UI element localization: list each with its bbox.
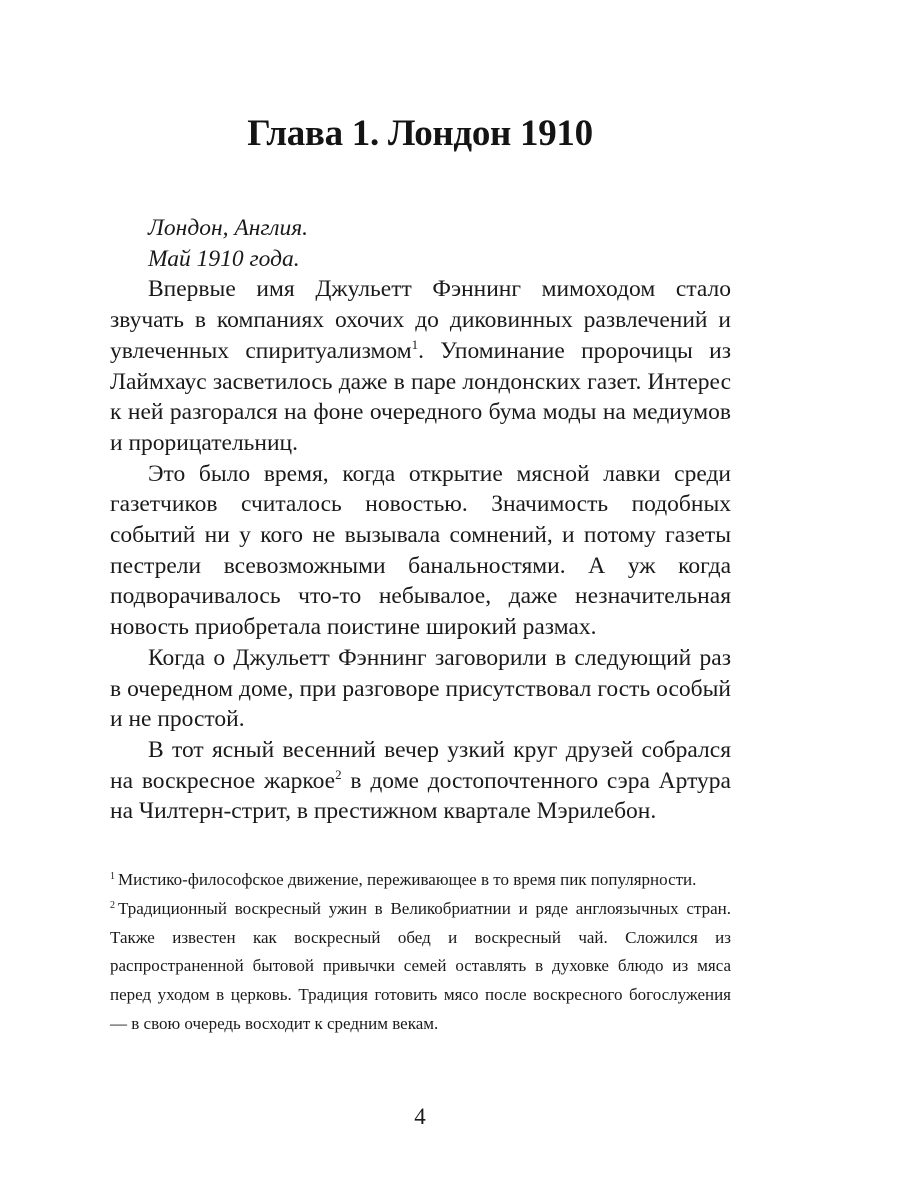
footnote-2 [110, 895, 731, 1039]
footnote-2-text: Традиционный воскресный ужин в Великобриатнии и ряде англоязычных стран. Также известен как воскресный обед и воскресный чай. Сложился из распространенной бытовой привычки семей оставлять в духовке блюдо из мяса перед уходом в церковь. Традиция готовить мясо после воскресного богослужения — в свою очередь восходит к средним векам. [110, 898, 731, 1033]
footnote-2-mark: 2 [110, 899, 115, 911]
footnote-1 [110, 866, 731, 895]
paragraph-2: Это было время, когда открытие мясной лавки среди газетчиков считалось новостью. Значимость подобных событий ни у кого не вызывала сомнений, и потому газеты пестрели всевозможными банальностями. А уж когда подворачивалось что-то небывалое, даже незначительная новость приобретала поистине широкий размах. [110, 460, 731, 641]
paragraph-4-part-a: В тот ясный весенний вечер узкий круг друзей собрался на воскресное жаркое [110, 736, 731, 794]
paragraph-4 [110, 735, 731, 827]
footnote-1-text: Мистико-философское движение, переживающее в то время пик популярности. [118, 870, 697, 889]
date-line: Май 1910 года. [148, 245, 300, 272]
footnote-ref-1: 1 [411, 336, 419, 352]
paragraph-3: Когда о Джульетт Фэннинг заговорили в следующий раз в очередном доме, при разговоре присутствовал гость особый и не простой. [110, 644, 731, 733]
chapter-title: Глава 1. Лондон 1910 [247, 113, 593, 154]
footnote-1-mark: 1 [110, 871, 115, 882]
paragraph-1 [110, 274, 731, 458]
place-line: Лондон, Англия. [148, 215, 309, 241]
page-number: 4 [414, 1104, 426, 1129]
main-text [110, 213, 731, 827]
paragraph-1-part-b: . Упоминание пророчицы из Лаймхаус засветилось даже в паре лондонских газет. Интерес к ней разгорался на фоне очередного бума моды на медиумов и прорицательниц. [110, 337, 731, 456]
paragraph-1-part-a: Впервые имя Джульетт Фэннинг мимоходом стало звучать в компаниях охочих до диковинных развлечений и увлеченных спиритуализмом [110, 276, 731, 364]
footnote-ref-2: 2 [335, 766, 342, 782]
paragraph-4-part-b: в доме достопочтенного сэра Артура на Чилтерн-стрит, в престижном квартале Мэрилебон. [110, 767, 731, 825]
footnotes [110, 866, 731, 1039]
